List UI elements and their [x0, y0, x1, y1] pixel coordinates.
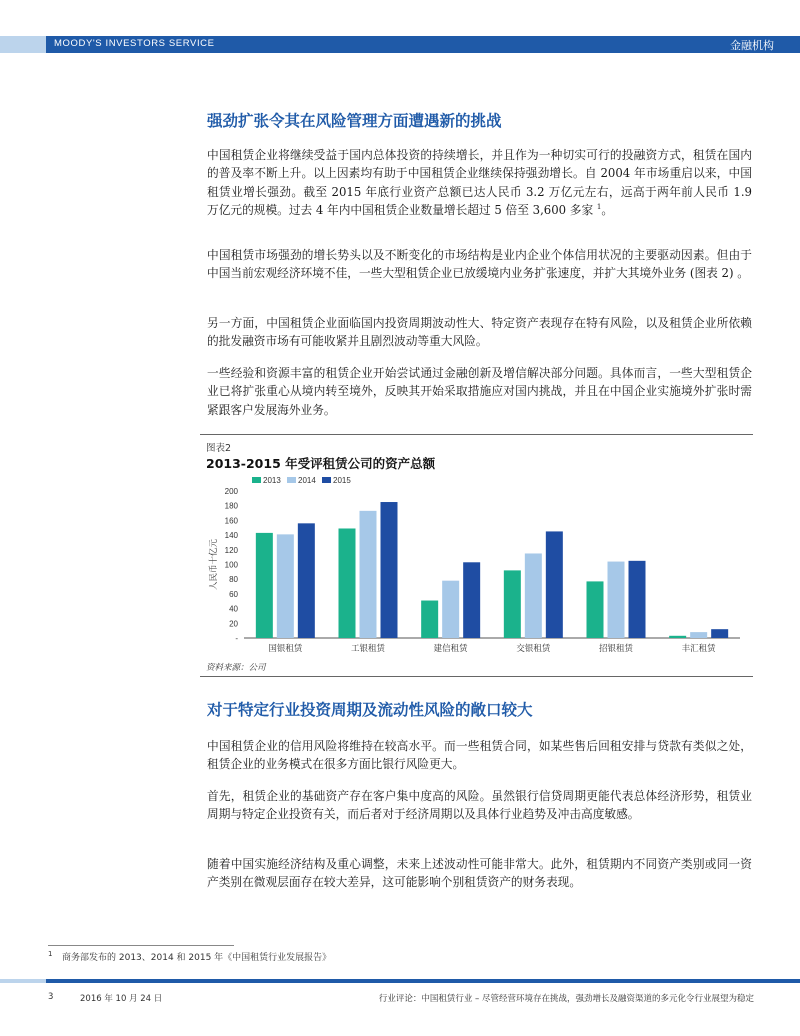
- section1-paragraph-3: 另一方面，中国租赁企业面临国内投资周期波动性大、特定资产表现存在特有风险，以及租赁企业所依赖的批发融资市场有可能收紧并且剧烈波动等重大风险。: [207, 316, 752, 349]
- figure-source: 资料来源：公司: [206, 663, 266, 673]
- legend-swatch-2013: [252, 477, 261, 483]
- section1-paragraph-1-end: 。: [601, 203, 614, 218]
- x-tick-label: 建信租赁: [433, 644, 468, 654]
- y-tick-label: 100: [224, 560, 238, 570]
- y-tick-label: 20: [229, 619, 238, 629]
- section1-title: 强劲扩张令其在风险管理方面遭遇新的挑战: [207, 112, 502, 130]
- y-tick-label: 60: [229, 589, 238, 599]
- y-tick-label: 200: [224, 487, 238, 496]
- bar-交银租赁-2013: [504, 570, 521, 638]
- y-tick-label: 160: [224, 516, 238, 526]
- x-tick-label: 招银租赁: [598, 644, 634, 654]
- footer-light-strip: [0, 979, 46, 983]
- figure-bottom-rule: [200, 676, 753, 677]
- report-title: 行业评论：中国租赁行业 – 尽管经营环境存在挑战，强劲增长及融资渠道的多元化令行业展望为稳定: [378, 994, 754, 1004]
- footnote-ref: 1: [596, 203, 602, 212]
- figure-label: 图表2: [206, 443, 232, 454]
- bar-建信租赁-2013: [421, 601, 438, 638]
- section2-paragraph-2: 首先，租赁企业的基础资产存在客户集中度高的风险。虽然银行信贷周期更能代表总体经济形势，租赁业周期与特定企业投资有关，而后者对于经济周期以及具体行业趋势及冲击高度敏感。: [207, 789, 752, 822]
- bar-丰汇租赁-2014: [690, 632, 707, 638]
- x-tick-label: 工银租赁: [350, 644, 386, 654]
- brand-name: MOODY'S INVESTORS SERVICE: [54, 38, 215, 49]
- footnote: [48, 950, 331, 963]
- bar-chart: [200, 434, 753, 659]
- section-name: 金融机构: [730, 39, 774, 52]
- report-date: 2016 年 10 月 24 日: [80, 994, 163, 1004]
- bar-工银租赁-2014: [360, 511, 377, 638]
- bar-丰汇租赁-2013: [669, 636, 686, 638]
- bar-交银租赁-2014: [525, 553, 542, 638]
- legend-swatch-2014: [287, 477, 296, 483]
- footer-blue-strip: [46, 979, 800, 983]
- page-number: 3: [48, 992, 54, 1002]
- y-tick-label: -: [235, 634, 238, 643]
- bar-招银租赁-2015: [629, 561, 646, 638]
- y-tick-label: 40: [229, 604, 238, 614]
- x-tick-label: 国银租赁: [268, 644, 303, 654]
- section1-paragraph-4: 一些经验和资源丰富的租赁企业开始尝试通过金融创新及增信解决部分问题。具体而言，一些大型租赁企业已将扩张重心从境内转至境外，反映其开始采取措施应对国内挑战，并且在中国企业实施境外扩张时需紧跟客户发展海外业务。: [207, 366, 752, 417]
- chart-title: 2013-2015 年受评租赁公司的资产总额: [206, 456, 436, 471]
- bar-工银租赁-2013: [339, 528, 356, 638]
- header-bar: [0, 36, 800, 53]
- bar-工银租赁-2015: [381, 502, 398, 638]
- section2-title: 对于特定行业投资周期及流动性风险的敞口较大: [207, 701, 533, 719]
- section2-paragraph-1: 中国租赁企业的信用风险将维持在较高水平。而一些租赁合同，如某些售后回租安排与贷款有类似之处，租赁企业的业务模式在很多方面比银行风险更大。: [207, 739, 752, 772]
- legend-swatch-2015: [322, 477, 331, 483]
- legend-label-2014: 2014: [298, 476, 316, 485]
- footnote-rule: [48, 945, 234, 946]
- y-tick-label: 180: [224, 501, 238, 511]
- section1-paragraph-1-text: 中国租赁企业将继续受益于国内总体投资的持续增长，并且作为一种切实可行的投融资方式，租赁在国内的普及率不断上升。以上因素均有助于中国租赁企业继续保持强劲增长。自 2004 年市场重启以来，中国租赁业增长强劲。截至 2015 年底行业资产总额已达人民币 3.2 万亿元左右，远高于两年前人民币 1.9 万亿元的规模。过去 4 年内中国租赁企业数量增长超过 5 倍至 3,600 多家: [207, 148, 752, 218]
- y-tick-label: 140: [224, 531, 238, 541]
- bar-国银租赁-2013: [256, 533, 273, 638]
- footnote-number: 1: [48, 950, 53, 958]
- bar-招银租赁-2014: [608, 562, 625, 638]
- x-tick-label: 丰汇租赁: [681, 644, 716, 654]
- y-tick-label: 120: [224, 545, 238, 555]
- figure-2: [200, 434, 753, 679]
- section1-paragraph-1: [207, 146, 752, 220]
- legend-label-2015: 2015: [333, 476, 351, 485]
- bar-招银租赁-2013: [587, 581, 604, 638]
- bar-建信租赁-2015: [463, 562, 480, 638]
- y-axis-title: 人民币十亿元: [209, 538, 219, 591]
- x-tick-label: 交银租赁: [516, 644, 551, 654]
- bar-国银租赁-2015: [298, 523, 315, 638]
- header-light-strip: [0, 36, 46, 53]
- section2-paragraph-3: 随着中国实施经济结构及重心调整，未来上述波动性可能非常大。此外，租赁期内不同资产类别或同一资产类别在微观层面存在较大差异，这可能影响个别租赁资产的财务表现。: [207, 857, 752, 890]
- y-tick-label: 80: [229, 575, 238, 585]
- legend-label-2013: 2013: [263, 476, 281, 485]
- bar-国银租赁-2014: [277, 534, 294, 638]
- bar-建信租赁-2014: [442, 581, 459, 638]
- section1-paragraph-2: 中国租赁市场强劲的增长势头以及不断变化的市场结构是业内企业个体信用状况的主要驱动因素。但由于中国当前宏观经济环境不佳，一些大型租赁企业已放缓境内业务扩张速度，并扩大其境外业务 (图表 2) 。: [207, 248, 752, 281]
- bar-交银租赁-2015: [546, 531, 563, 638]
- bar-丰汇租赁-2015: [711, 629, 728, 638]
- footnote-text: 商务部发布的 2013、2014 和 2015 年《中国租赁行业发展报告》: [62, 953, 332, 963]
